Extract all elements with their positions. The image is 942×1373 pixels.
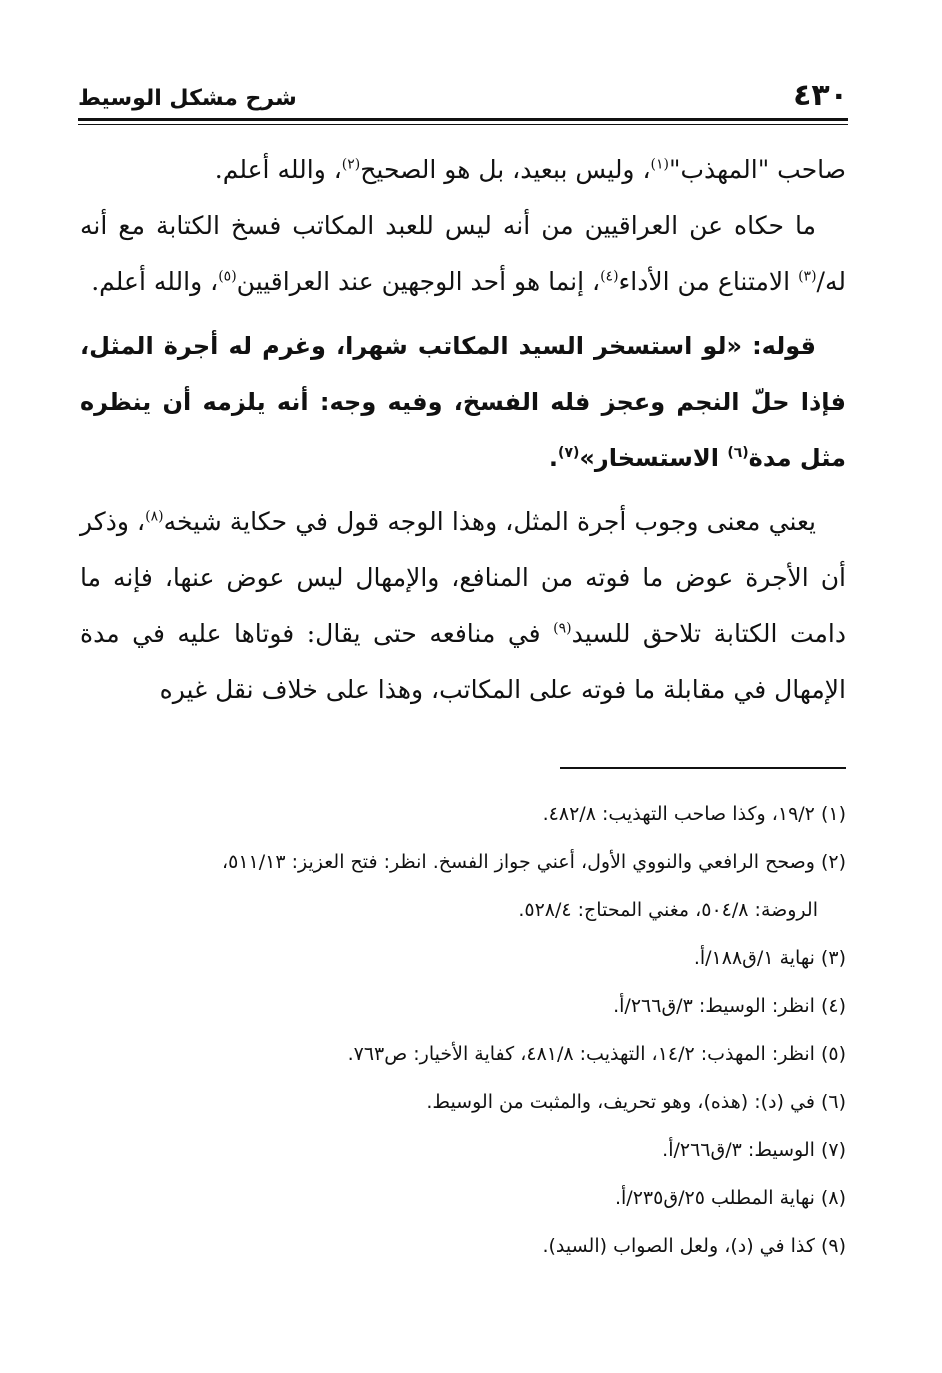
footnote-7: (٧) الوسيط: ٣/ق٢٦٦/أ.	[662, 1139, 846, 1161]
footnote-ref: (٥)	[218, 268, 237, 285]
footnote-2-continued: الروضة: ٥٠٤/٨، مغني المحتاج: ٥٢٨/٤.	[518, 899, 818, 921]
header-rule-thick	[78, 118, 848, 121]
footnote-ref: (١)	[650, 156, 669, 173]
paragraph-2: ما حكاه عن العراقيين من أنه ليس للعبد المكاتب فسخ الكتابة مع أنه له/$^{(٣)}$ الامتناع من الأداء$^{(٤)}$، إنما هو أحد الوجهين عند العراقيين$^{(٥)}$، والله أعلم.	[80, 211, 846, 296]
footnote-9: (٩) كذا في (د)، ولعل الصواب (السيد).	[542, 1235, 846, 1257]
footnote-3: (٣) نهاية ١/ق١٨٨/أ.	[693, 947, 846, 969]
footnote-separator	[560, 767, 846, 769]
header-rule-thin	[78, 124, 848, 125]
footnote-ref: (٤)	[600, 268, 619, 285]
running-title: شرح مشكل الوسيط	[78, 86, 297, 111]
footnote-ref: (٦)	[727, 445, 749, 461]
page-header	[78, 78, 848, 116]
footnote-8: (٨) نهاية المطلب ٢٥/ق٢٣٥/أ.	[614, 1187, 846, 1209]
footnote-1: (١) ١٩/٢، وكذا صاحب التهذيب: ٤٨٢/٨.	[542, 803, 846, 825]
footnote-6: (٦) في (د): (هذه)، وهو تحريف، والمثبت من الوسيط.	[426, 1091, 846, 1113]
footnote-2: (٢) وصحح الرافعي والنووي الأول، أعني جواز الفسخ. انظر: فتح العزيز: ٥١١/١٣،	[221, 851, 846, 873]
paragraph-3-quote: قوله: «لو استسخر السيد المكاتب شهرا، وغرم له أجرة المثل، فإذا حلّ النجم وعجز فله الفسخ، وفيه وجه: أنه يلزمه أن ينظره مثل مدة$^{(٦)}$ الاستسخار»$^{(٧)}$.	[80, 332, 846, 472]
footnote-4: (٤) انظر: الوسيط: ٣/ق٢٦٦/أ.	[613, 995, 846, 1017]
footnote-ref: (٢)	[341, 156, 361, 173]
footnote-5: (٥) انظر: المهذب: ١٤/٢، التهذيب: ٤٨١/٨، كفاية الأخيار: ص٧٦٣.	[347, 1043, 846, 1065]
footnote-ref: (٨)	[145, 508, 164, 525]
footnote-ref: (٧)	[558, 445, 580, 461]
footnote-ref: (٣)	[798, 268, 817, 285]
paragraph-1: صاحب "المهذب"$^{(١)}$، وليس ببعيد، بل هو الصحيح$^{(٢)}$، والله أعلم.	[214, 155, 846, 184]
footnote-ref: (٩)	[553, 620, 572, 637]
main-text	[80, 142, 846, 718]
paragraph-4: يعني معنى وجوب أجرة المثل، وهذا الوجه قول في حكاية شيخه$^{(٨)}$، وذكر أن الأجرة عوض ما فوته من المنافع، والإمهال ليس عوض عنها، فإنه ما دامت الكتابة تلاحق للسيد$^{(٩)}$ في منافعه حتى يقال: فوتاها عليه في مدة الإمهال في مقابلة ما فوته على المكاتب، وهذا على خلاف نقل غيره	[80, 507, 846, 704]
footnotes	[76, 790, 846, 1270]
page-number: ٤٣٠	[793, 78, 848, 113]
